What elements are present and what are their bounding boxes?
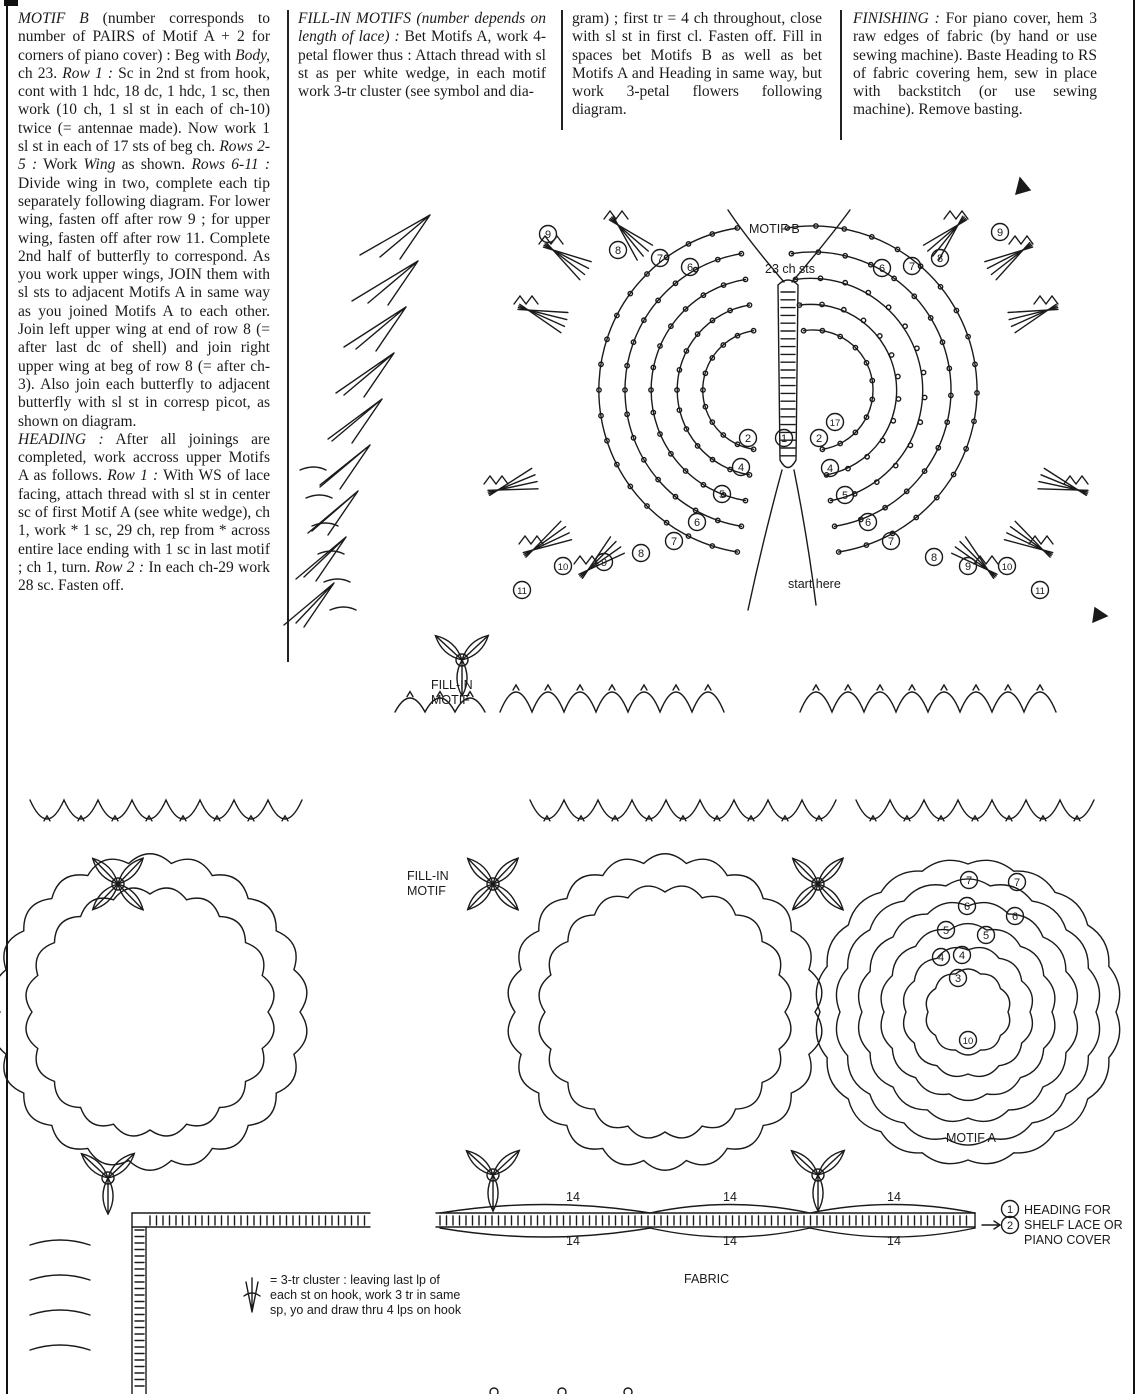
wing-stitch [908,443,912,447]
wing-fan [336,353,394,397]
scallop-edge [30,1240,90,1245]
heading-span-count: 14 [723,1234,737,1248]
picot-mark [973,685,979,690]
heading-row [132,1213,370,1227]
wing-row [703,331,754,450]
heading-pointer [982,1221,1000,1229]
wing-fan [328,399,382,443]
picot-mark [845,685,851,690]
wing-scallop [300,467,326,470]
wing-stitch [889,353,893,357]
motif-a-label: MOTIF A [946,1131,996,1145]
row-number-text: 7 [1013,877,1021,890]
scallop-edge [500,692,724,712]
cluster-symbol [244,1278,260,1312]
row-number-text: 7 [965,875,973,888]
wing-scallop [318,551,344,554]
picot-mark [705,685,711,690]
row-number-text: 5 [942,925,950,938]
row-number-text: 1 [780,433,788,446]
wing-fan [308,491,358,535]
wing-stitch [915,346,919,350]
row-number-text: 17 [829,418,841,430]
row-number-text: 5 [982,930,990,943]
scallop-edge [30,1345,90,1350]
picot-mark [1005,685,1011,690]
row-number-text: 7 [656,253,664,266]
heading-chain-loop [650,1205,810,1214]
wing-stitch [891,419,895,423]
row-number-text: 10 [557,562,569,574]
picot-mark [609,685,615,690]
wing-stitch [842,308,846,312]
row-number-text: 9 [600,557,608,570]
page-mark [558,1388,566,1394]
row-number-text: 6 [693,517,701,530]
heading-span-count: 14 [887,1190,901,1204]
wing-row [677,305,752,475]
row-number-text: 7 [908,261,916,274]
wing-stitch [861,318,865,322]
motif-a-outline [539,886,791,1138]
picot-edge [514,296,538,304]
motif-a-outline [26,888,274,1136]
wing-fan [296,537,346,581]
picot-mark [513,685,519,690]
picot-mark [813,685,819,690]
row-number-text: 7 [670,536,678,549]
wing-stitch [921,370,925,374]
picot-mark [407,692,413,697]
picot-mark [909,685,915,690]
wing-stitch [843,281,847,285]
fill-in-instructions: FILL-IN MOTIFS (number depends on length of lace) : Bet Motifs A, work 4-petal flower thus : Attach thread with sl st as per white wedge, in each motif work 3-tr cluster (see symbol and dia- [298,10,546,101]
wing-stitch [865,455,869,459]
wing-stitch [903,324,907,328]
motif-a-ring [904,948,1033,1077]
row-number-text: 4 [937,952,945,965]
wing-stitch [918,420,922,424]
wing-fan [360,215,430,259]
wing-row [796,278,923,503]
cluster-fan [985,247,1033,262]
wing-stitch [880,438,884,442]
row-number-text: 11 [1035,586,1045,598]
row-number-text: 3 [954,973,962,986]
picot-mark [673,685,679,690]
scallop-edge [30,800,302,819]
picot-mark [941,685,947,690]
wing-fan [344,307,406,351]
wing-fan [352,261,418,305]
wing-stitch [923,395,927,399]
wing-stitch [894,463,898,467]
wing-fan [320,445,370,489]
motif-b-instructions: MOTIF B (number corresponds to number of PAIRS of Motif A + 2 for corners of piano cover) : Beg with Body, ch 23. Row 1 : Sc in 2nd st from hook, cont with 1 hdc, 18 dc, 1 hdc, 1 sc, then work (10 ch, 1 sl st in each of ch-10) twice (= antennae made). Now work 1 sl st in each of 17 sts of beg ch. Rows 2-5 : Work Wing as shown. Rows 6-11 : Divide wing in two, complete each tip separately following diagram. For lower wing, fasten off after row 9 ; for upper wing, fasten off after row 11. Complete 2nd half of butterfly to correspond. As you work upper wings, JOIN them with sl sts to adjacent Motifs A in same way as you joined Motifs A to each other. Join left upper wing at end of row 8 (= after last dc of shell) and join right upper wing at beg of row 8 (= after ch-3). Also join each butterfly to adjacent butterfly with sl st in corresp picot, as shown on diagram. [18,10,271,430]
row-number-text: 2 [744,433,752,446]
heading-span-count: 14 [887,1234,901,1248]
finishing-instructions: FINISHING : For piano cover, hem 3 raw edges of fabric (by hand or use sewing machine). Baste Heading to RS of fabric covering hem, sew in place with backstitch (or use sewing machine). Remove basting. [853,10,1097,119]
wing-stitch [866,290,870,294]
row-number-text: 6 [878,263,886,276]
picot-edge [604,211,628,219]
heading-chain-loop [440,1228,650,1237]
cluster-fan [488,489,538,491]
row-number-text: 11 [517,586,527,598]
cluster-fan [523,540,571,553]
row-number-text: 2 [1006,1220,1014,1233]
scallop-edge [30,1310,90,1315]
wing-scallop [330,607,356,610]
chart-art-group [0,178,1120,1394]
picot-edge [484,476,508,484]
scallop-edge [30,1275,90,1280]
row-number-text: 4 [826,463,834,476]
picot-mark [877,685,883,690]
wing-scallop [306,495,332,498]
fabric-label: FABRIC [684,1272,730,1286]
heading-label: SHELF LACE OR [1024,1218,1123,1232]
cluster-legend: = 3-tr cluster : leaving last lp of each st on hook, work 3 tr in same sp, yo and draw thru 4 lps on hook [270,1273,462,1317]
heading-span-count: 14 [566,1234,580,1248]
heading-label: HEADING FOR [1024,1203,1111,1217]
row-number-text: 6 [686,262,694,275]
page-mark [490,1388,498,1394]
row-number-text: 6 [1011,911,1019,924]
picot-mark [577,685,583,690]
start-here-label: start here [788,577,841,591]
scallop-edge [800,692,1056,712]
row-number-text: 5 [718,489,726,502]
direction-arrow [1093,608,1107,622]
wing-stitch [875,480,879,484]
row-number-text: 2 [815,433,823,446]
picot-mark [1037,685,1043,690]
motif-a-ring [859,903,1078,1122]
wing-stitch [878,334,882,338]
row-number-text: 8 [930,552,938,565]
fill-in-motif-label: FILL-IN [407,869,449,883]
wing-scallop [324,579,350,582]
row-number-text: 9 [544,229,552,242]
row-number-text: 5 [841,490,849,503]
row-number-text: 9 [996,227,1004,240]
motif-a-outline [508,854,822,1171]
direction-arrow [1016,178,1030,194]
cluster-fan [1008,309,1058,312]
fill-in-motif-label: FILL-IN [431,678,473,692]
row-number-text: 6 [963,901,971,914]
cluster-fan [520,304,561,332]
row-number-text: 8 [614,245,622,258]
row-number-text: 7 [887,536,895,549]
row-number-text: 1 [1006,1204,1014,1217]
fill-in-motif-label: MOTIF [431,693,470,707]
picot-edge [1034,296,1058,304]
page-mark [624,1388,632,1394]
fill-in-motif-label: MOTIF [407,884,446,898]
picot-mark [545,685,551,690]
heading-label: PIANO COVER [1024,1233,1111,1247]
heading-chain-loop [440,1205,650,1214]
wing-stitch [896,397,900,401]
motif-b-label: MOTIF B [749,222,800,236]
chain-stitches-label: 23 ch sts [765,262,816,276]
wing-row [599,228,737,552]
butterfly-tail [748,470,782,610]
heading-instructions: HEADING : After all joinings are completed, work accross upper Motifs A as follows. Row 1 : With WS of lace facing, attach thread with sl st in center sc of first Motif A (see white wedge), ch 1, work * 1 sc, 29 ch, rep from * across entire lace ending with 1 sc in last motif ; ch 1, turn. Row 2 : In each ch-29 work 28 sc. Fasten off. [18,430,271,595]
wing-stitch [896,374,900,378]
motif-a-ring [836,879,1099,1145]
row-number-text: 8 [637,548,645,561]
heading-span-count: 14 [566,1190,580,1204]
heading-chain-loop [810,1205,975,1214]
heading-span-count: 14 [723,1190,737,1204]
fill-in-instructions-cont: gram) ; first tr = 4 ch throughout, close with sl st in first cl. Fasten off. Fill in spaces bet Motifs B as well as bet Motifs A and Heading in same way, but work 3-petal flowers following diagram. [572,10,822,119]
motif-a-outline [0,854,307,1171]
wing-fan [284,583,334,627]
row-number-text: 10 [962,1036,974,1048]
row-number-text: 6 [864,517,872,530]
row-number-text: 4 [958,950,966,963]
picot-mark [641,685,647,690]
wing-stitch [886,305,890,309]
row-number-text: 4 [737,462,745,475]
row-number-text: 10 [1001,562,1013,574]
row-number-text: 8 [936,253,944,266]
row-number-text: 9 [964,561,972,574]
